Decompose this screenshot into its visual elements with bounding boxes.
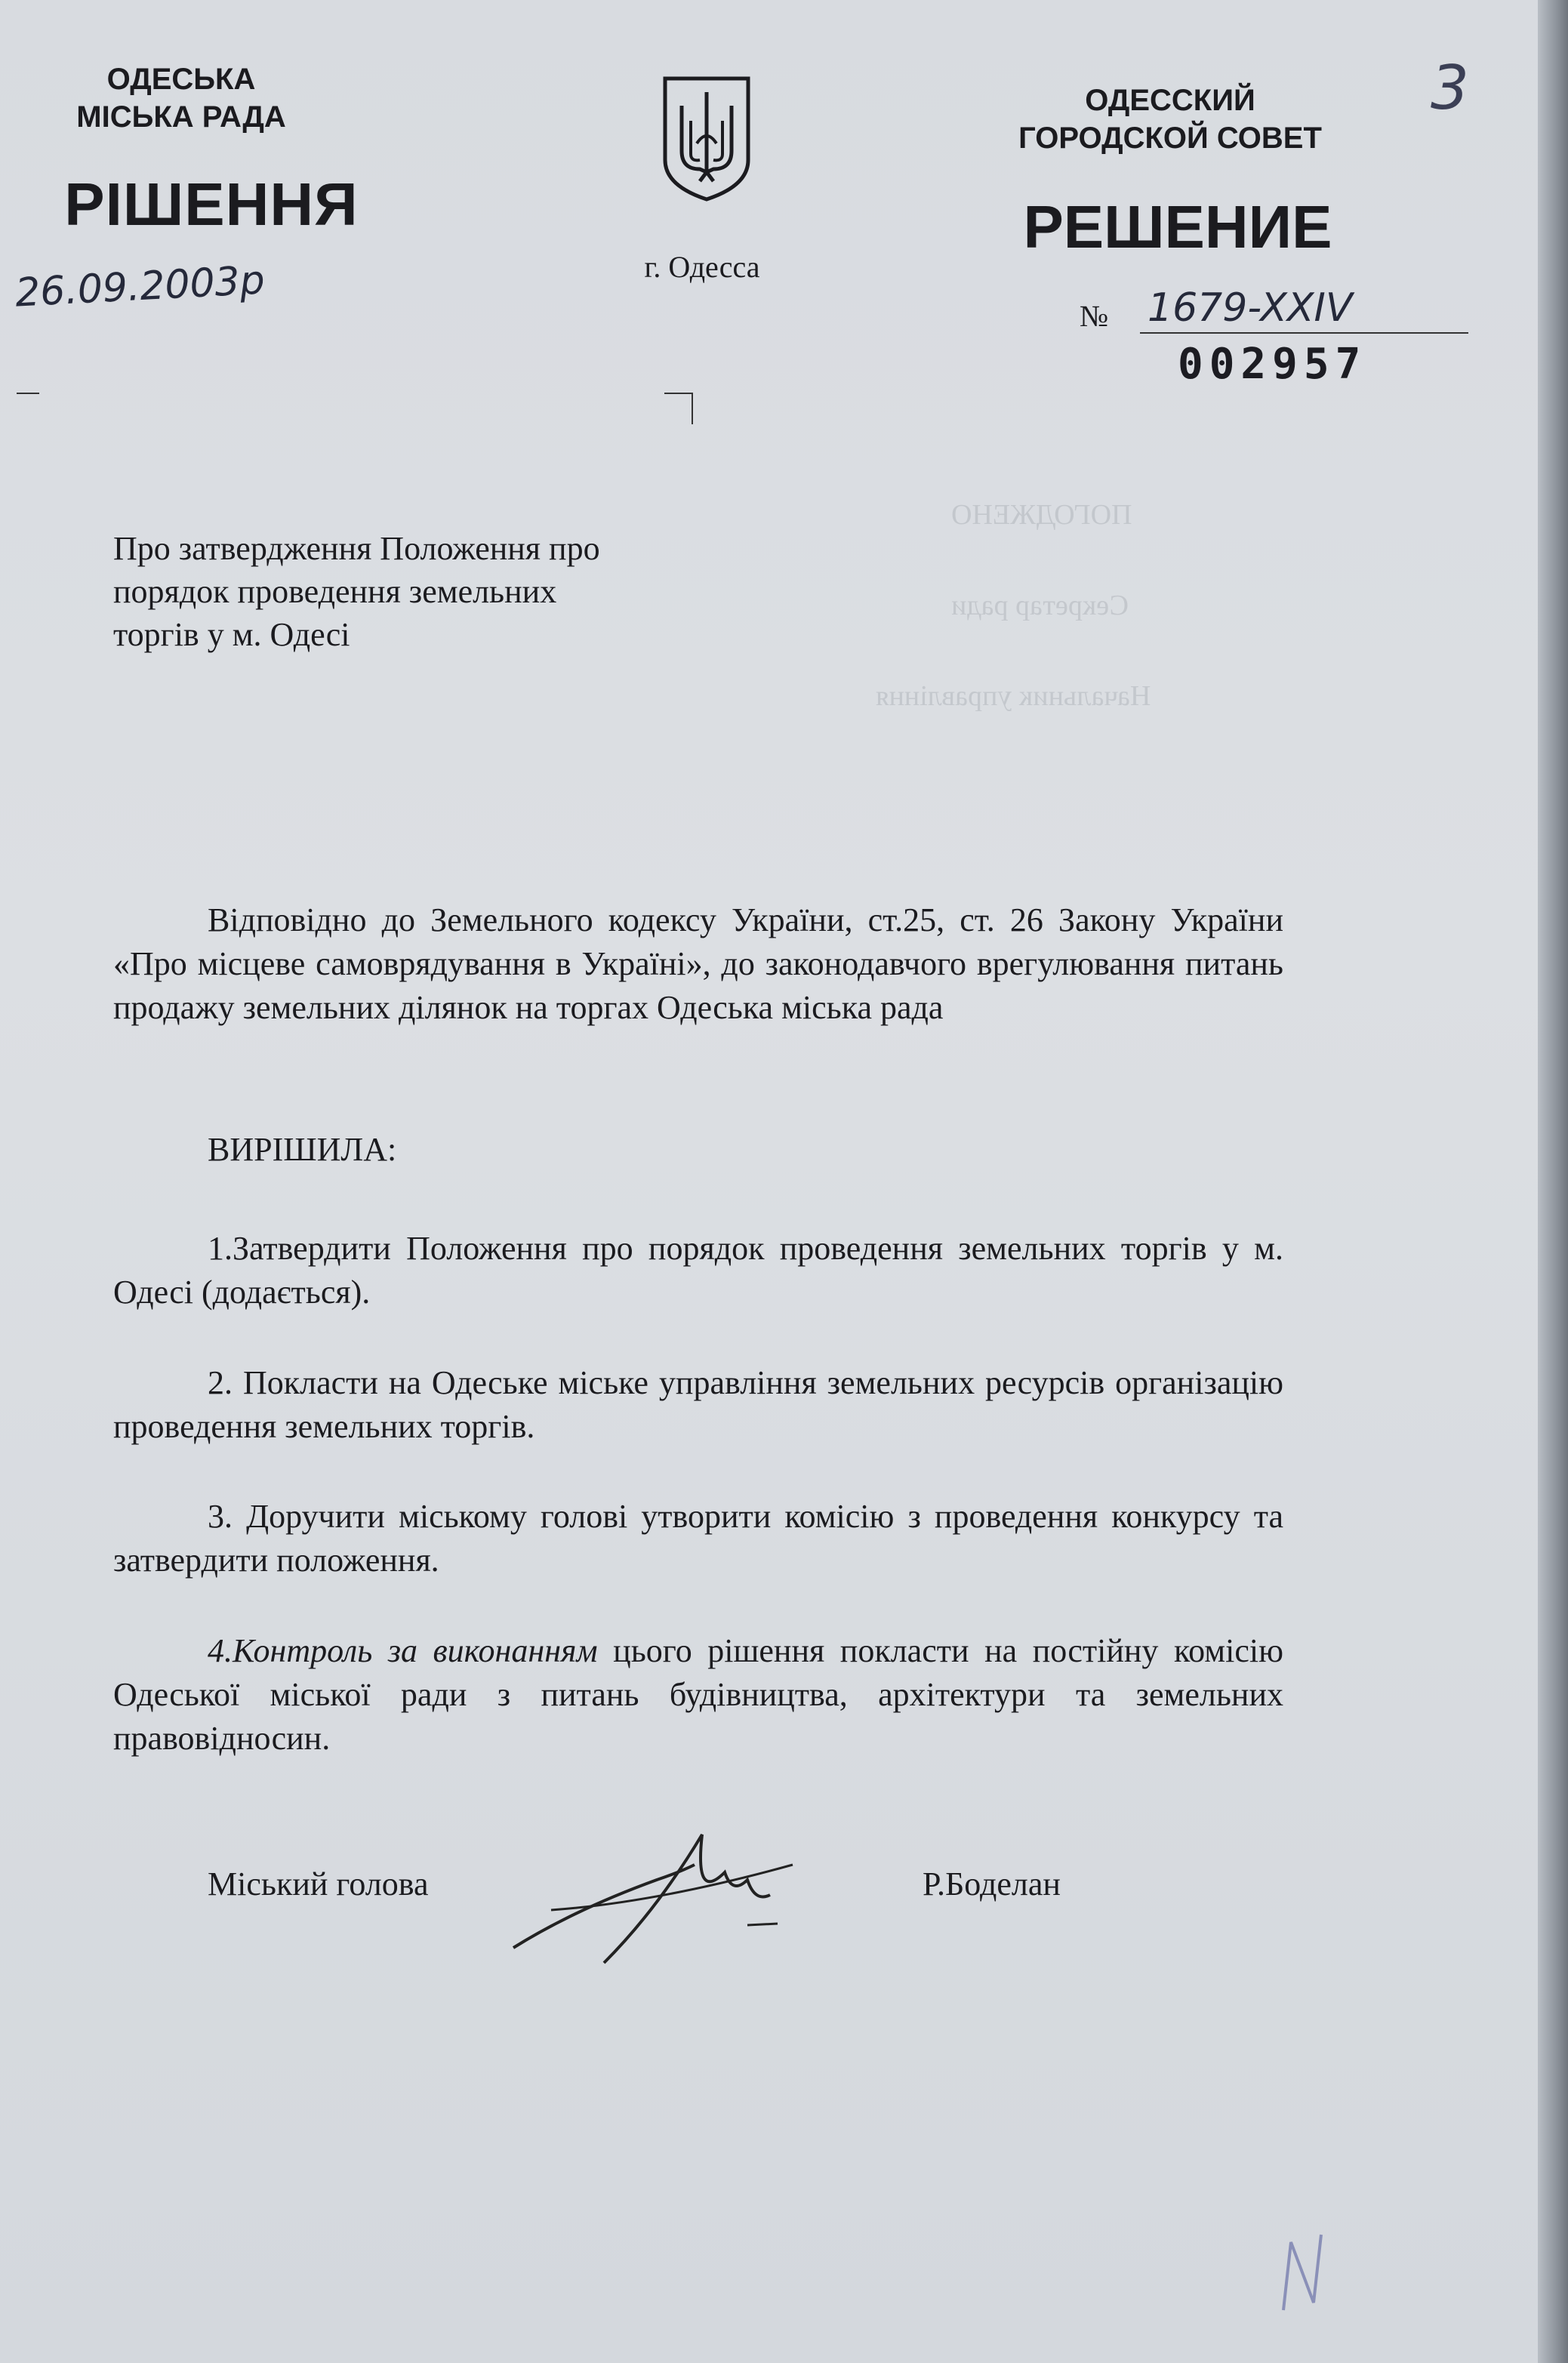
item-4-text: цього рішення покласти на постійну комісію Одеської міської ради з питань будівництва, архітектури та земельних правовідносин. (113, 1632, 1283, 1757)
pencil-mark-icon (1276, 2227, 1336, 2318)
decision-title-ua: РІШЕННЯ (64, 171, 359, 238)
item-4-italic: 4.Контроль за виконанням (208, 1632, 598, 1669)
item-1: 1.Затвердити Положення про порядок проведення земельних торгів у м. Одесі (додається). (113, 1230, 1283, 1311)
decision-subject: Про затвердження Положення про порядок проведення земельних торгів у м. Одесі (113, 530, 600, 653)
item-2: 2. Покласти на Одеське міське управління земельних ресурсів організацію проведення земельних торгів. (113, 1364, 1283, 1445)
mayor-name: Р.Боделан (923, 1865, 1061, 1902)
corner-mark (664, 393, 693, 424)
preamble-paragraph: Відповідно до Земельного кодексу України, ст.25, ст. 26 Закону України «Про місцеве самоврядування в Україні», до законодавчого врегулювання питань продажу земельних ділянок на торгах Одеська міська рада (113, 901, 1283, 1026)
signature-image (506, 1819, 808, 1970)
item-4 (113, 1629, 1283, 1761)
page-number-handwritten: 3 (1431, 53, 1469, 123)
city-label: г. Одесса (644, 250, 760, 284)
registration-number: 002957 (1178, 340, 1367, 389)
number-sign: № (1080, 299, 1109, 333)
show-through-text: Начальник управління (876, 680, 1151, 712)
show-through-text: Секретар ради (951, 590, 1129, 621)
show-through-text: ПОГОДЖЕНО (951, 499, 1132, 531)
council-name-ua: ОДЕСЬКА МІСЬКА РАДА (76, 63, 286, 134)
decision-date-handwritten: 26.09.2003р (14, 257, 266, 316)
resolved-heading: ВИРІШИЛА: (208, 1131, 397, 1168)
number-underline (1140, 332, 1468, 334)
decision-title-ru: РЕШЕНИЕ (1023, 193, 1332, 260)
margin-mark (17, 393, 39, 394)
council-name-ru: ОДЕССКИЙ ГОРОДСКОЙ СОВЕТ (1018, 84, 1322, 155)
mayor-title: Міський голова (208, 1865, 429, 1902)
page-binding-edge (1538, 0, 1568, 2363)
decision-number-handwritten: 1679-XXIV (1148, 285, 1353, 331)
trident-coat-of-arms-icon (661, 75, 753, 202)
item-3: 3. Доручити міському голові утворити комісію з проведення конкурсу та затвердити положення. (113, 1498, 1283, 1579)
